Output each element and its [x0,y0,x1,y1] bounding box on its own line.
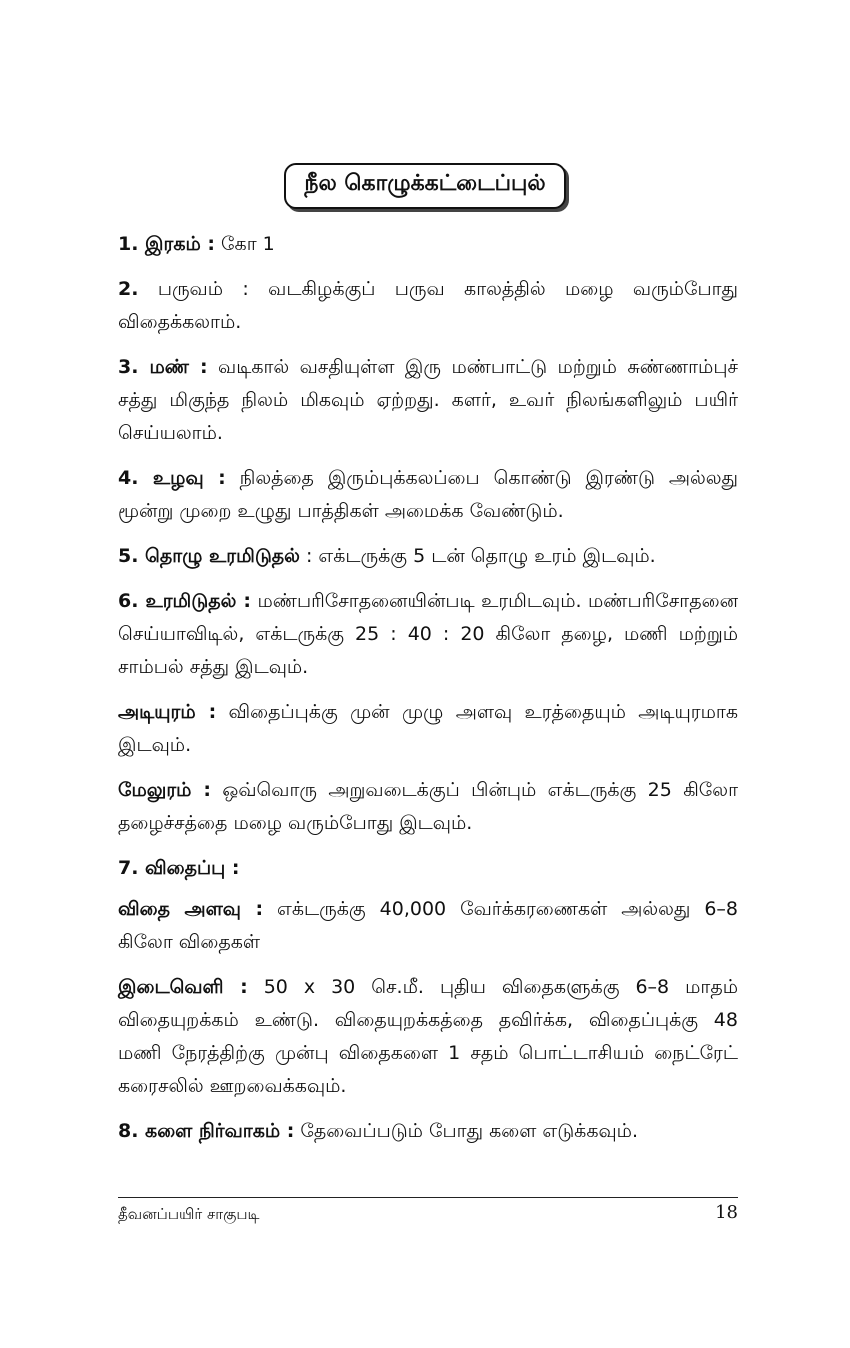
section-soil [118,351,738,450]
section-text: எக்டருக்கு 40,000 வேர்க்கரணைகள் அல்லது 6–8 கிலோ விதைகள் [118,898,738,953]
section-label: 8. களை நிர்வாகம் : [118,1120,295,1142]
title-wrapper [0,163,850,209]
section-label: 3. மண் : [118,356,208,378]
section-label: 5. தொழு உரமிடுதல் [118,545,300,567]
section-text: தேவைப்படும் போது களை எடுக்கவும். [294,1120,638,1142]
section-top-dressing [118,774,738,840]
section-weed-management [118,1115,738,1148]
footer-book-title: தீவனப்பயிர் சாகுபடி [118,1205,260,1223]
section-label: இடைவெளி : [118,976,248,998]
section-spacing [118,971,738,1103]
section-fertilizer [118,585,738,684]
section-text: மண்பரிசோதனையின்படி உரமிடவும். மண்பரிசோதனை செய்யாவிடில், எக்டருக்கு 25 : 40 : 20 கிலோ தழை, மணி மற்றும் சாம்பல் சத்து இடவும். [118,590,738,678]
section-label: 7. விதைப்பு : [118,857,240,879]
section-text: பருவம் : வடகிழக்குப் பருவ காலத்தில் மழை வரும்போது விதைக்கலாம். [118,278,738,333]
document-body [118,228,738,1160]
section-ploughing [118,462,738,528]
section-season [118,273,738,339]
section-text: வடிகால் வசதியுள்ள இரு மண்பாட்டு மற்றும் சுண்ணாம்புச் சத்து மிகுந்த நிலம் மிகவும் ஏற்றது. களர், உவர் நிலங்களிலும் பயிர் செய்யலாம். [118,356,738,444]
section-basal-dose [118,696,738,762]
section-text: விதைப்புக்கு முன் முழு அளவு உரத்தையும் அடியுரமாக இடவும். [118,701,738,756]
section-label: 6. உரமிடுதல் : [118,590,251,612]
section-sowing [118,852,738,885]
section-text: 50 x 30 செ.மீ. புதிய விதைகளுக்கு 6–8 மாதம் விதையுறக்கம் உண்டு. விதையுறக்கத்தை தவிர்க்க, விதைப்புக்கு 48 மணி நேரத்திற்கு முன்பு விதைகளை 1 சதம் பொட்டாசியம் நைட்ரேட் கரைசலில் ஊறவைக்கவும். [118,976,738,1097]
section-variety [118,228,738,261]
section-text: : எக்டருக்கு 5 டன் தொழு உரம் இடவும். [299,545,656,567]
section-text: கோ 1 [215,233,275,255]
section-text: ஒவ்வொரு அறுவடைக்குப் பின்பும் எக்டருக்கு 25 கிலோ தழைச்சத்தை மழை வரும்போது இடவும். [118,779,738,834]
page-number: 18 [715,1202,738,1223]
section-farmyard-manure [118,540,738,573]
section-label: மேலுரம் : [118,779,212,801]
section-label: விதை அளவு : [118,898,264,920]
section-text: நிலத்தை இரும்புக்கலப்பை கொண்டு இரண்டு அல்லது மூன்று முறை உழுது பாத்திகள் அமைக்க வேண்டும். [118,467,739,522]
section-seed-rate [118,893,738,959]
page-title: நீல கொழுக்கட்டைப்புல் [284,163,565,209]
section-label: 1. இரகம் : [118,233,216,255]
section-label: 2. [118,278,139,300]
section-label: 4. உழவு : [118,467,226,489]
footer-divider [118,1197,738,1198]
section-label: அடியுரம் : [118,701,217,723]
